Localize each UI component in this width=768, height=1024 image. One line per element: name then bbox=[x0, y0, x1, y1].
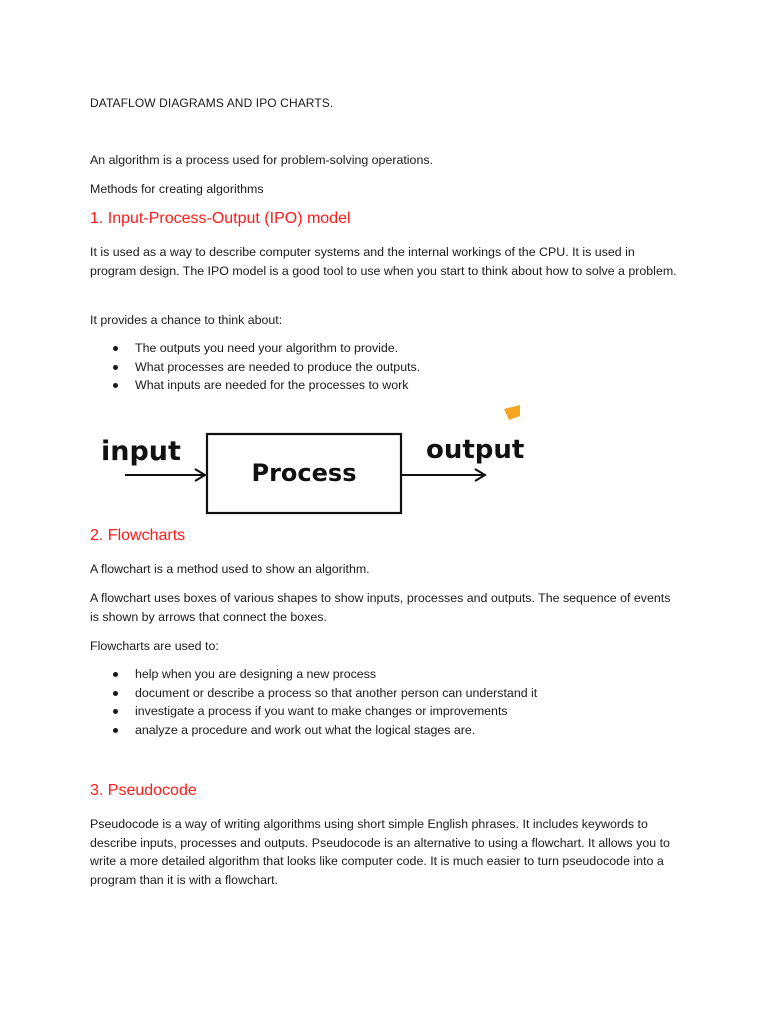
list-item: analyze a procedure and work out what the logical stages are. bbox=[90, 721, 537, 740]
section-heading-flowcharts: 2. Flowcharts bbox=[90, 527, 186, 544]
diagram-output-label: output bbox=[426, 435, 525, 465]
document-title: DATAFLOW DIAGRAMS AND IPO CHARTS. bbox=[90, 96, 334, 110]
diagram-process-label: Process bbox=[251, 459, 357, 487]
ipo-paragraph-1: It is used as a way to describe computer systems and the internal workings of the CPU. It is used in program design. The IPO model is a good tool to use when you start to think about how to solve a problem. bbox=[90, 245, 677, 278]
methods-label: Methods for creating algorithms bbox=[90, 182, 264, 196]
ipo-bullet-list bbox=[90, 339, 420, 395]
flowcharts-paragraph-3: Flowcharts are used to: bbox=[90, 639, 219, 653]
flowcharts-bullet-list bbox=[90, 665, 537, 739]
list-item: document or describe a process so that another person can understand it bbox=[90, 684, 537, 703]
list-item: What inputs are needed for the processes to work bbox=[90, 376, 420, 395]
flowcharts-paragraph-2: A flowchart uses boxes of various shapes to show inputs, processes and outputs. The sequence of events is shown by arrows that connect the boxes. bbox=[90, 591, 671, 624]
marker-icon bbox=[504, 405, 520, 420]
section-heading-ipo: 1. Input-Process-Output (IPO) model bbox=[90, 210, 351, 227]
section-heading-pseudocode: 3. Pseudocode bbox=[90, 782, 197, 799]
intro-paragraph: An algorithm is a process used for problem-solving operations. bbox=[90, 153, 433, 167]
pseudocode-paragraph: Pseudocode is a way of writing algorithms using short simple English phrases. It includes keywords to describe inputs, processes and outputs. Pseudocode is an alternative to using a flowchart. It allows you to write a more detailed algorithm that looks like computer code. It is much easier to turn pseudocode into a program than it is with a flowchart. bbox=[90, 817, 670, 887]
list-item: investigate a process if you want to make changes or improvements bbox=[90, 702, 537, 721]
list-item: help when you are designing a new process bbox=[90, 665, 537, 684]
ipo-diagram-svg bbox=[95, 402, 525, 520]
ipo-paragraph-2: It provides a chance to think about: bbox=[90, 313, 283, 327]
list-item: What processes are needed to produce the outputs. bbox=[90, 358, 420, 377]
list-item: The outputs you need your algorithm to provide. bbox=[90, 339, 420, 358]
ipo-diagram bbox=[95, 402, 525, 520]
flowcharts-paragraph-1: A flowchart is a method used to show an algorithm. bbox=[90, 562, 370, 576]
diagram-input-label: input bbox=[101, 436, 181, 467]
